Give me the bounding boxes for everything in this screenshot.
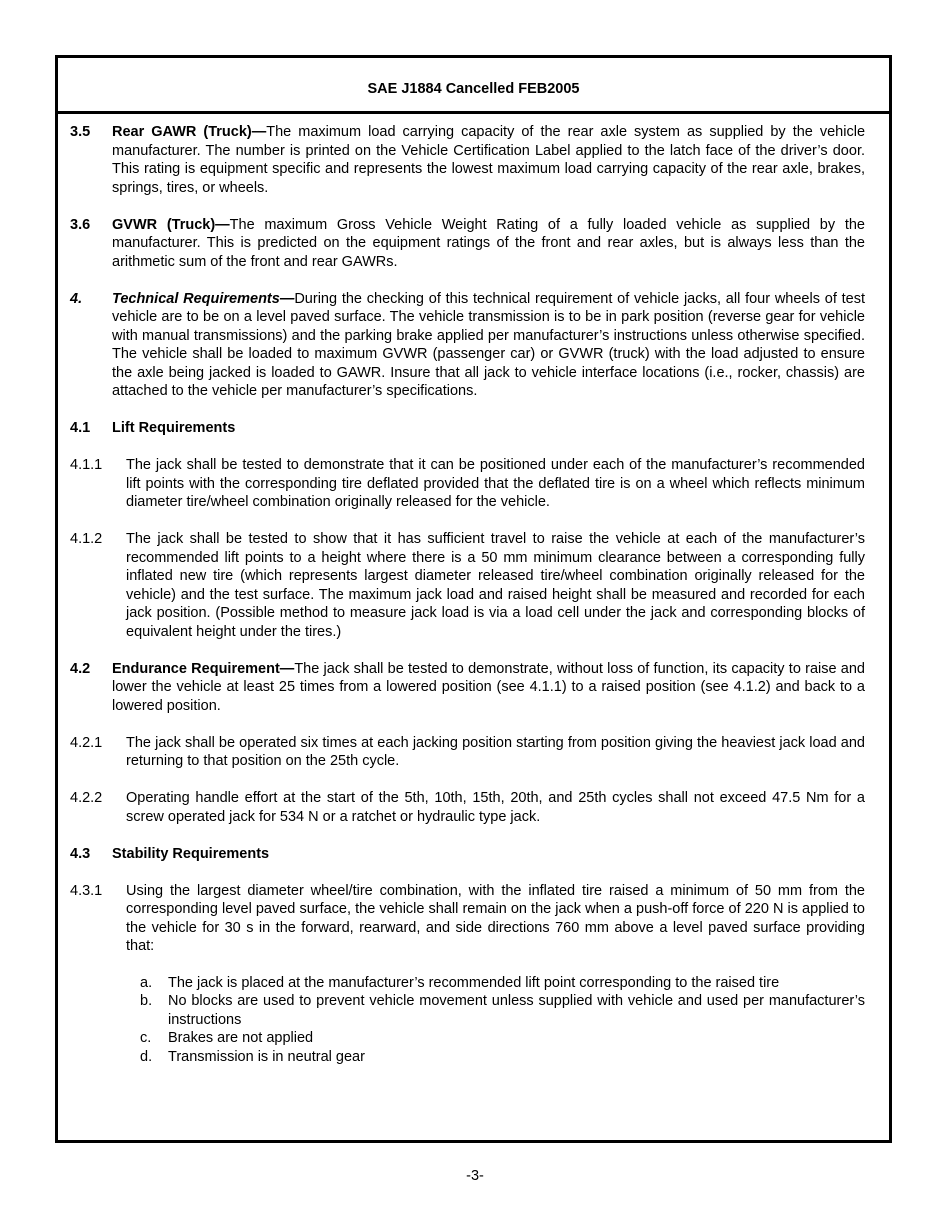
- section-number: 3.5: [70, 124, 91, 140]
- section-4-2: [70, 660, 865, 716]
- section-4-2-2: [70, 789, 865, 826]
- list-item: [140, 992, 865, 1029]
- section-text: The jack shall be tested to show that it has sufficient travel to raise the vehicle at each of the manufacturer’s recommended lift points to a height where there is a 50 mm minimum clearance between a corresponding fully inflated new tire (which represents largest diameter released tire/wheel combination originally released for the vehicle) and the test surface. The maximum jack load and raised height shall be measured and recorded for each jack position. (Possible method to measure jack load is via a load cell under the jack and corresponding blocks of equivalent height under the tires.): [126, 531, 865, 640]
- list-item-text: Transmission is in neutral gear: [168, 1048, 365, 1065]
- section-title: Rear GAWR (Truck)—: [112, 124, 267, 140]
- section-text: Using the largest diameter wheel/tire combination, with the inflated tire raised a minimum of 50 mm from the corresponding level paved surface, the vehicle shall remain on the jack when a push-off force of 220 N is applied to the vehicle for 30 s in the forward, rearward, and side directions 760 mm above a level paved surface providing that:: [126, 882, 865, 954]
- list-item: [140, 1048, 865, 1067]
- section-text: The jack shall be tested to demonstrate, without loss of function, its capacity to raise and lower the vehicle at least 25 times from a lowered position (see 4.1.1) to a raised position (see 4.1.2) and back to a lowered position.: [112, 660, 865, 714]
- section-title: Technical Requirements—: [112, 290, 295, 307]
- section-4-1-1: [70, 456, 865, 512]
- list-item-letter: a.: [140, 974, 153, 991]
- section-title: Endurance Requirement—: [112, 660, 295, 677]
- page-frame: [55, 55, 892, 1143]
- section-number: 4.3: [70, 845, 91, 862]
- section-number: 4.1.1: [70, 457, 103, 473]
- section-text: The jack shall be operated six times at each jacking position starting from position giving the heaviest jack load and returning to that position on the 25th cycle.: [126, 734, 865, 769]
- page-number: -3-: [466, 1168, 484, 1184]
- list-item-letter: d.: [140, 1048, 153, 1065]
- section-4-2-1: [70, 734, 865, 771]
- section-4-1-2: [70, 530, 865, 641]
- section-title: Stability Requirements: [112, 845, 270, 862]
- section-title: GVWR (Truck)—: [112, 216, 230, 233]
- list-item-text: The jack is placed at the manufacturer’s recommended lift point corresponding to the raised tire: [168, 974, 780, 991]
- condition-list: [140, 974, 865, 1067]
- list-item-letter: c.: [140, 1030, 152, 1046]
- section-number: 4.2.2: [70, 790, 103, 806]
- section-3-5: [70, 123, 865, 197]
- section-number: 4.1.2: [70, 531, 103, 547]
- list-item-text: Brakes are not applied: [168, 1030, 314, 1046]
- list-item-letter: b.: [140, 993, 153, 1009]
- section-number: 3.6: [70, 216, 91, 233]
- list-item: [140, 974, 865, 993]
- section-4-3: [70, 845, 865, 864]
- section-number: 4.2.1: [70, 734, 103, 751]
- document-title: SAE J1884 Cancelled FEB2005: [367, 80, 580, 97]
- section-4-1: [70, 419, 865, 438]
- section-text: Operating handle effort at the start of the 5th, 10th, 15th, 20th, and 25th cycles shall not exceed 47.5 Nm for a screw operated jack for 534 N or a ratchet or hydraulic type jack.: [126, 790, 865, 825]
- section-text: The jack shall be tested to demonstrate that it can be positioned under each of the manufacturer’s recommended lift points with the corresponding tire deflated provided that the deflated tire is on a wheel which reflects minimum diameter tire/wheel combination originally released for the vehicle.: [126, 457, 865, 510]
- section-4: [70, 290, 865, 401]
- section-number: 4.2: [70, 660, 91, 677]
- section-text: The maximum Gross Vehicle Weight Rating of a fully loaded vehicle as supplied by the manufacturer. This is predicted on the equipment ratings of the front and rear axles, but is always less than the arithmetic sum of the front and rear GAWRs.: [112, 216, 865, 270]
- section-text: The maximum load carrying capacity of the rear axle system as supplied by the vehicle manufacturer. The number is printed on the Vehicle Certification Label applied to the latch face of the driver’s door. This rating is equipment specific and represents the lowest maximum load carrying capacity of the rear axle, brakes, springs, tires, or wheels.: [112, 124, 866, 196]
- section-number: 4.1: [70, 420, 91, 436]
- list-item: [140, 1029, 865, 1048]
- section-number: 4.3.1: [70, 882, 103, 899]
- section-title: Lift Requirements: [112, 420, 236, 436]
- section-number: 4.: [70, 290, 83, 307]
- document-header: [58, 58, 889, 114]
- section-3-6: [70, 216, 865, 272]
- section-text: During the checking of this technical requirement of vehicle jacks, all four wheels of test vehicle are to be on a level paved surface. The vehicle transmission is to be in park position (reverse gear for vehicle with manual transmissions) and the parking brake applied per manufacturer’s instructions unless otherwise specified. The vehicle shall be loaded to maximum GVWR (passenger car) or GVWR (truck) with the load adjusted to ensure the axle being jacked is loaded to GAWR. Insure that all jack to vehicle interface locations (i.e., rocker, chassis) are attached to the vehicle per manufacturer’s specifications.: [112, 290, 865, 399]
- document-body: [70, 123, 865, 1085]
- section-4-3-1: [70, 882, 865, 1067]
- list-item-text: No blocks are used to prevent vehicle movement unless supplied with vehicle and used per manufacturer’s instructions: [168, 993, 865, 1028]
